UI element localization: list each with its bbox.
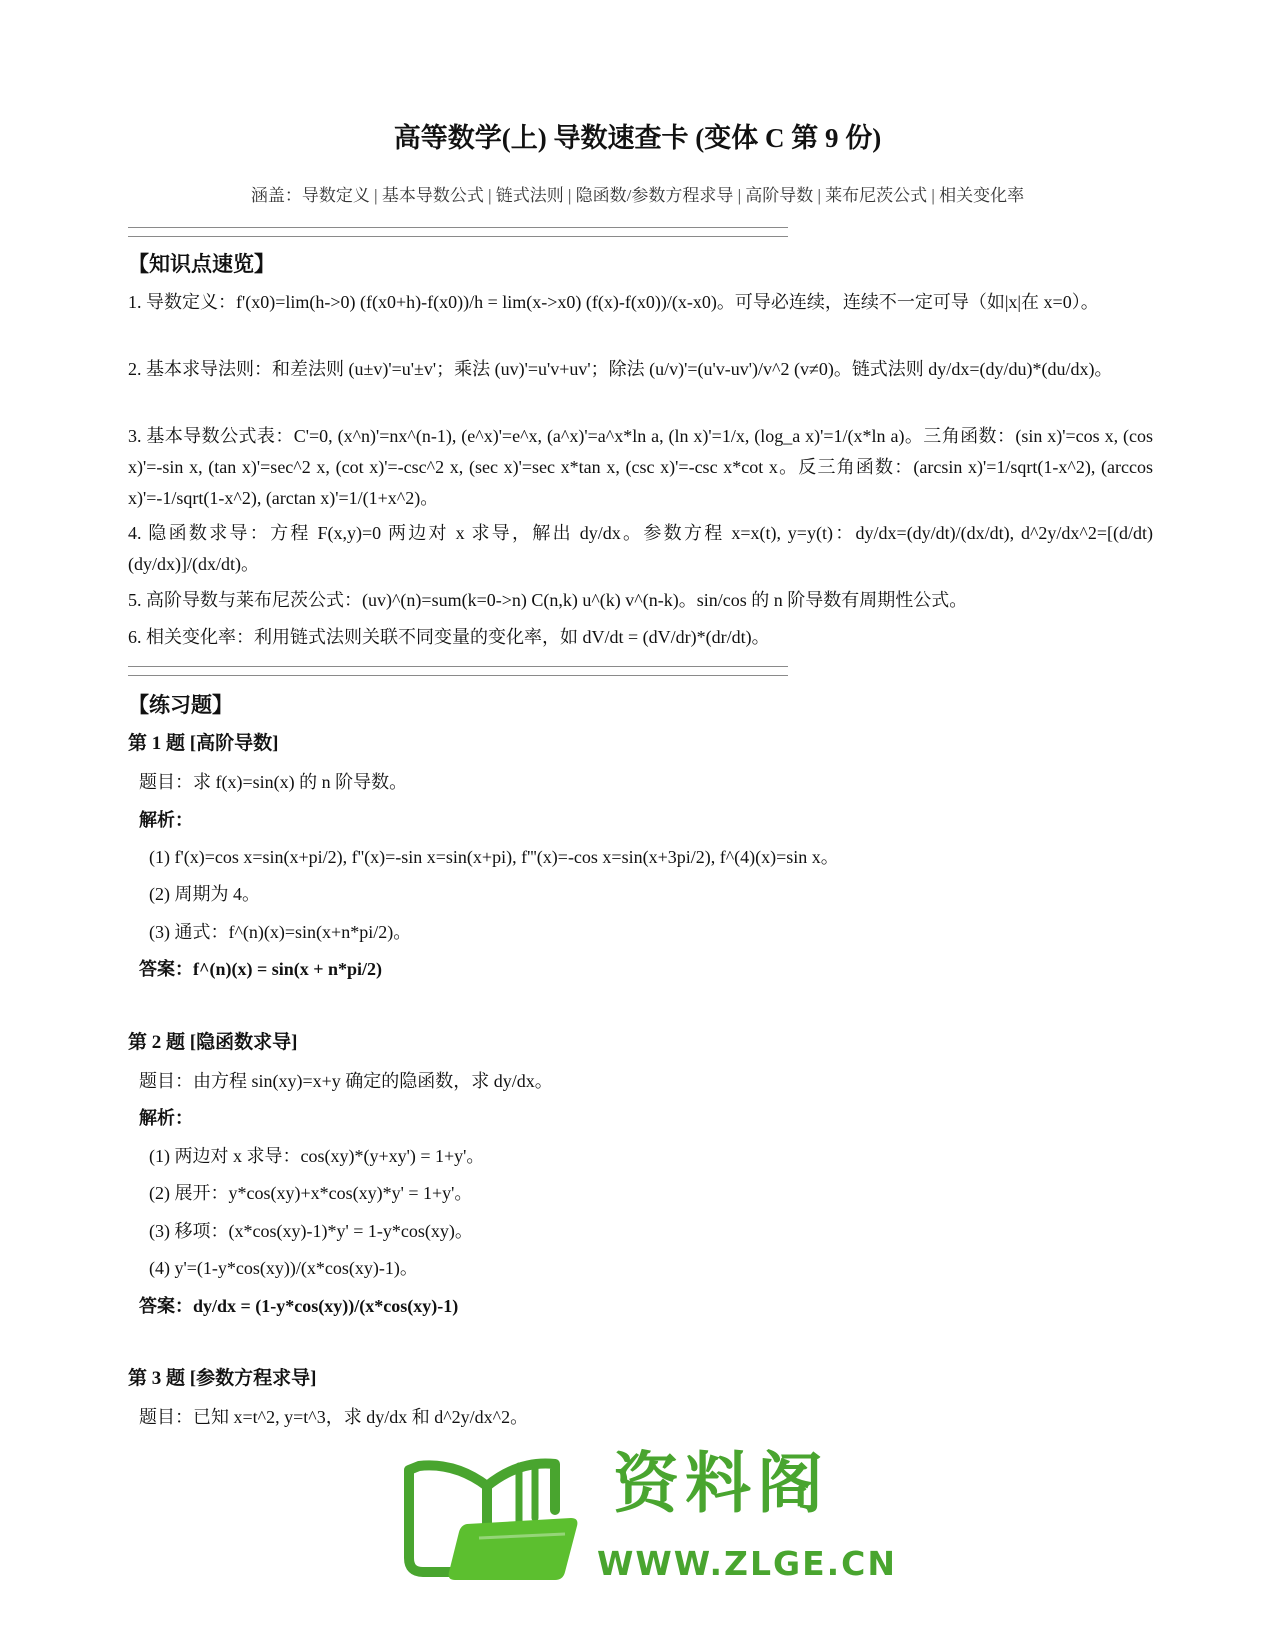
question-heading: 第 2 题 [隐函数求导] — [128, 1032, 298, 1053]
divider — [128, 666, 788, 676]
knowledge-item: 2. 基本求导法则：和差法则 (u±v)'=u'±v'；乘法 (uv)'=u'v+uv'；除法 (u/v)'=(u'v-uv')/v^2 (v≠0)。链式法则 dy/dx=(dy/du)*(du/dx)。 — [128, 359, 1113, 379]
watermark-brand-name: 资料阁 — [613, 1445, 829, 1522]
open-book-folder-logo-icon — [395, 1440, 585, 1590]
question-text: 题目：由方程 sin(xy)=x+y 确定的隐函数，求 dy/dx。 — [139, 1071, 553, 1091]
solution-step: (3) 通式：f^(n)(x)=sin(x+n*pi/2)。 — [149, 922, 412, 942]
solution-step: (4) y'=(1-y*cos(xy))/(x*cos(xy)-1)。 — [149, 1258, 418, 1278]
solution-step: (2) 周期为 4。 — [149, 884, 260, 904]
section-heading-practice: 【练习题】 — [128, 693, 233, 717]
knowledge-item: 6. 相关变化率：利用链式法则关联不同变量的变化率，如 dV/dt = (dV/dr)*(dr/dt)。 — [128, 627, 770, 647]
knowledge-item: 1. 导数定义：f'(x0)=lim(h->0) (f(x0+h)-f(x0))/h = lim(x->x0) (f(x)-f(x0))/(x-x0)。可导必连续，连续不一定可导（如|x|在 x=0）。 — [128, 292, 1099, 312]
solution-label: 解析： — [139, 1108, 193, 1128]
page-title: 高等数学(上) 导数速查卡 (变体 C 第 9 份) — [393, 123, 882, 153]
page-subtitle: 涵盖：导数定义 | 基本导数公式 | 链式法则 | 隐函数/参数方程求导 | 高阶导数 | 莱布尼茨公式 | 相关变化率 — [250, 186, 1025, 205]
knowledge-item: 4. 隐函数求导：方程 F(x,y)=0 两边对 x 求导，解出 dy/dx。参数方程 x=x(t), y=y(t)：dy/dx=(dy/dt)/(dx/dt), d^2y/dx^2=[(d/dt)(dy/dx)]/(dx/dt)。 — [128, 523, 1153, 574]
solution-step: (1) f'(x)=cos x=sin(x+pi/2), f''(x)=-sin x=sin(x+pi), f'''(x)=-cos x=sin(x+3pi/2), f^(4)(x)=sin x。 — [149, 847, 839, 867]
divider — [128, 227, 788, 237]
answer-text: 答案：dy/dx = (1-y*cos(xy))/(x*cos(xy)-1) — [139, 1296, 459, 1316]
knowledge-item: 5. 高阶导数与莱布尼茨公式：(uv)^(n)=sum(k=0->n) C(n,k) u^(k) v^(n-k)。sin/cos 的 n 阶导数有周期性公式。 — [128, 590, 968, 610]
solution-step: (2) 展开：y*cos(xy)+x*cos(xy)*y' = 1+y'。 — [149, 1183, 473, 1203]
knowledge-item: 3. 基本导数公式表：C'=0, (x^n)'=nx^(n-1), (e^x)'=e^x, (a^x)'=a^x*ln a, (ln x)'=1/x, (log_a x)'=1/(x*ln a)。三角函数：(sin x)'=cos x, (cos x)'=-sin x, (tan x)'=sec^2 x, (cot x)'=-csc^2 x, (sec x)'=sec x*tan x, (csc x)'=-csc x*cot x。反三角函数：(arcsin x)'=1/sqrt(1-x^2), (arccos x)'=-1/sqrt(1-x^2), (arctan x)'=1/(1+x^2)。 — [128, 426, 1153, 508]
watermark — [395, 1440, 898, 1600]
solution-label: 解析： — [139, 810, 193, 830]
section-heading-knowledge: 【知识点速览】 — [128, 252, 275, 276]
question-text: 题目：已知 x=t^2, y=t^3，求 dy/dx 和 d^2y/dx^2。 — [139, 1407, 529, 1427]
answer-text: 答案：f^(n)(x) = sin(x + n*pi/2) — [139, 959, 382, 979]
question-heading: 第 1 题 [高阶导数] — [128, 733, 279, 754]
question-text: 题目：求 f(x)=sin(x) 的 n 阶导数。 — [139, 772, 408, 792]
question-heading: 第 3 题 [参数方程求导] — [128, 1368, 317, 1389]
solution-step: (1) 两边对 x 求导：cos(xy)*(y+xy') = 1+y'。 — [149, 1146, 485, 1166]
solution-step: (3) 移项：(x*cos(xy)-1)*y' = 1-y*cos(xy)。 — [149, 1221, 473, 1241]
watermark-url: WWW.ZLGE.CN — [597, 1544, 898, 1583]
